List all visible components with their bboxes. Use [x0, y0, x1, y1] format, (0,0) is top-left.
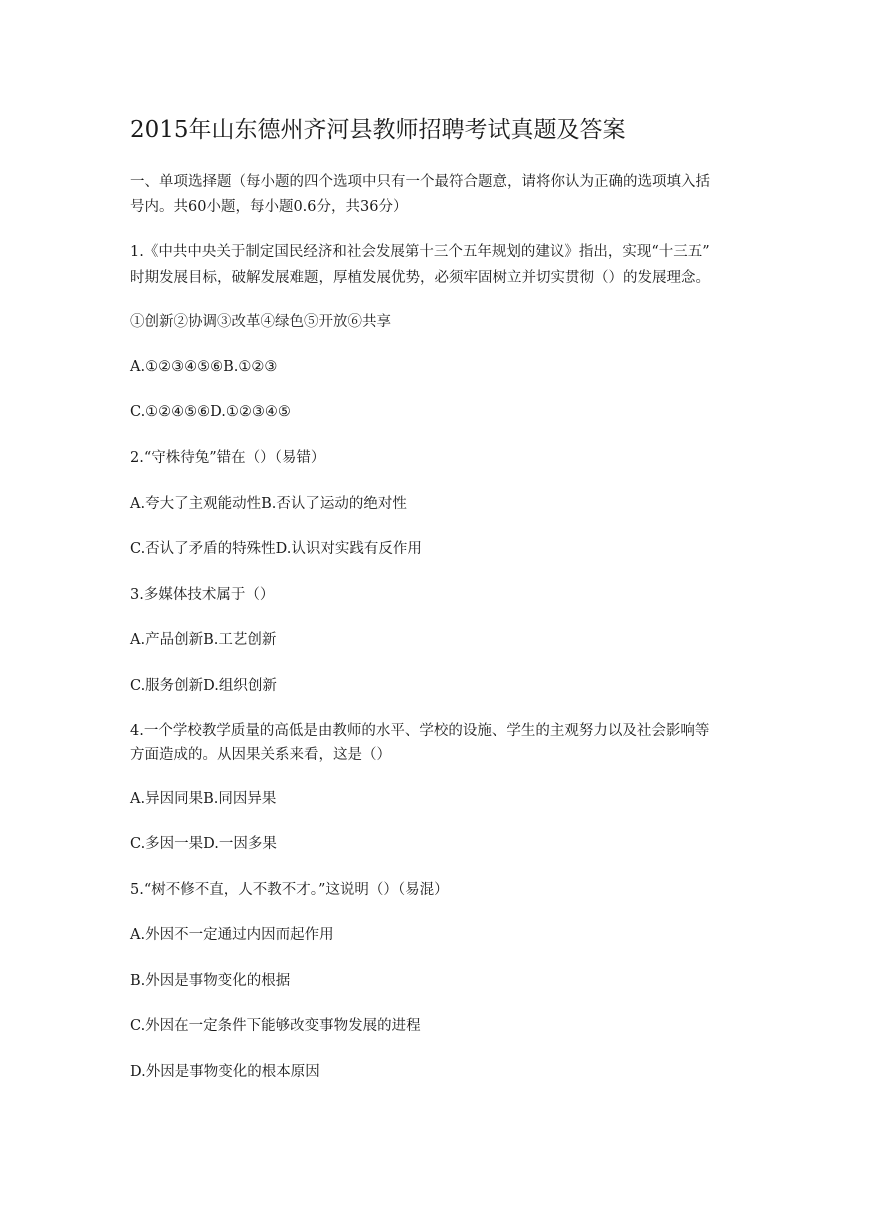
question-2-options-cd: C.否认了矛盾的特殊性D.认识对实践有反作用	[130, 541, 422, 557]
question-2-options-ab: A.夸大了主观能动性B.否认了运动的绝对性	[130, 496, 407, 512]
question-5-option-a: A.外因不一定通过内因而起作用	[130, 927, 334, 943]
question-4-line-1: 4.一个学校教学质量的高低是由教师的水平、学校的设施、学生的主观努力以及社会影响等	[130, 723, 710, 739]
question-1-options-ab: A.①②③④⑤⑥B.①②③	[130, 359, 278, 375]
question-5-option-c: C.外因在一定条件下能够改变事物发展的进程	[130, 1018, 421, 1034]
question-4-options-ab: A.异因同果B.同因异果	[130, 791, 277, 807]
question-5-option-b: B.外因是事物变化的根据	[130, 973, 291, 989]
page-title: 2015年山东德州齐河县教师招聘考试真题及答案	[130, 117, 626, 143]
question-3-options-ab: A.产品创新B.工艺创新	[130, 632, 277, 648]
question-1-options-cd: C.①②④⑤⑥D.①②③④⑤	[130, 404, 291, 420]
question-5: 5.“树不修不直，人不教不才。”这说明（）（易混）	[130, 882, 449, 898]
question-3: 3.多媒体技术属于（）	[130, 587, 275, 603]
question-1-items: ①创新②协调③改革④绿色⑤开放⑥共享	[130, 314, 391, 330]
question-4-line-2: 方面造成的。从因果关系来看，这是（）	[130, 747, 391, 763]
question-2: 2.“守株待兔”错在（）（易错）	[130, 450, 326, 466]
question-1-line-2: 时期发展目标，破解发展难题，厚植发展优势，必须牢固树立并切实贯彻（）的发展理念。	[130, 270, 710, 286]
question-4-options-cd: C.多因一果D.一因多果	[130, 836, 277, 852]
section-heading-line-2: 号内。共60小题，每小题0.6分，共36分）	[130, 199, 408, 215]
question-3-options-cd: C.服务创新D.组织创新	[130, 678, 277, 694]
section-heading-line-1: 一、单项选择题（每小题的四个选项中只有一个最符合题意，请将你认为正确的选项填入括	[130, 174, 710, 190]
question-5-option-d: D.外因是事物变化的根本原因	[130, 1064, 320, 1080]
question-1-line-1: 1.《中共中央关于制定国民经济和社会发展第十三个五年规划的建议》指出，实现“十三五”	[130, 244, 710, 260]
